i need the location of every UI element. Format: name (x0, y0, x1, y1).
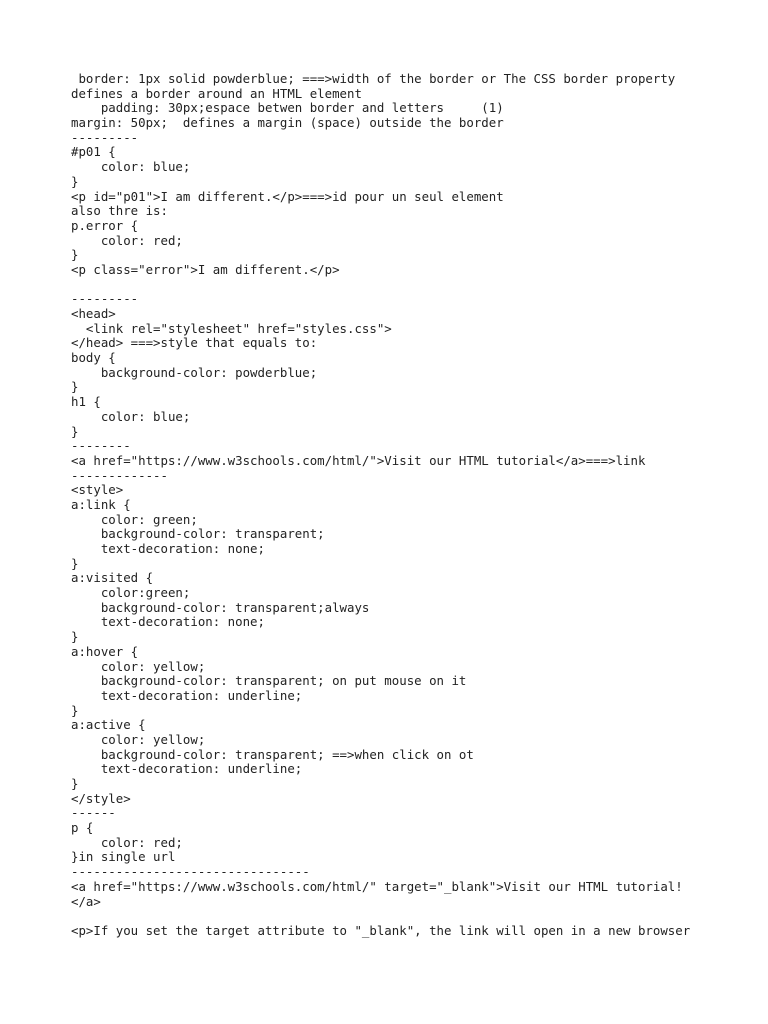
text-line: body { (71, 350, 116, 366)
text-line: --------- (71, 129, 139, 145)
text-line: p { (71, 820, 94, 836)
text-line: ------------- (71, 467, 168, 483)
text-line: </a> (71, 893, 101, 909)
text-line: text-decoration: underline; (71, 761, 303, 777)
document-page (71, 72, 751, 939)
text-line: <head> (71, 306, 116, 321)
text-line: } (71, 629, 79, 645)
text-line: }in single url (71, 849, 176, 865)
text-line: } (71, 379, 79, 395)
text-line: text-decoration: underline; (71, 687, 303, 703)
text-line: text-decoration: none; (71, 614, 265, 630)
text-line: color: blue; (71, 159, 191, 175)
text-line: color: red; (71, 232, 183, 248)
text-line: <p>If you set the target attribute to "_blank", the link will open in a new browser (71, 922, 691, 938)
text-line: <style> (71, 482, 124, 498)
text-line: defines a border around an HTML element (71, 85, 362, 101)
text-line: } (71, 776, 79, 791)
text-line: color: red; (71, 834, 183, 850)
text-line: <p class="error">I am different.</p> (71, 261, 340, 277)
text-line: background-color: transparent; (71, 526, 325, 542)
text-line: padding: 30px;espace betwen border and letters (1) (71, 100, 504, 116)
text-line (71, 909, 751, 924)
text-line: <a href="https://www.w3schools.com/html/">Visit our HTML tutorial</a>===>link (71, 452, 646, 468)
text-line: margin: 50px; defines a margin (space) outside the border (71, 115, 504, 131)
text-line: a:hover { (71, 643, 139, 659)
text-line: } (71, 423, 79, 439)
text-line: color:green; (71, 585, 191, 601)
text-line: } (71, 247, 79, 263)
text-line (71, 278, 751, 293)
text-line: -------- (71, 438, 131, 454)
text-line: </head> ===>style that equals to: (71, 335, 318, 351)
text-lines (71, 72, 751, 939)
text-line: border: 1px solid powderblue; ===>width of the border or The CSS border property (71, 71, 676, 86)
text-line: <p id="p01">I am different.</p>===>id pour un seul element (71, 188, 504, 204)
text-line: --------- (71, 291, 139, 307)
text-line: background-color: transparent; ==>when click on ot (71, 746, 474, 762)
text-line: p.error { (71, 217, 139, 233)
text-line: color: blue; (71, 408, 191, 424)
text-line: also thre is: (71, 203, 168, 219)
text-line: color: yellow; (71, 658, 206, 674)
text-line: </style> (71, 790, 131, 806)
text-line: -------------------------------- (71, 864, 310, 880)
text-line: text-decoration: none; (71, 541, 265, 556)
text-line: } (71, 555, 79, 571)
text-line: a:link { (71, 496, 131, 512)
text-line: h1 { (71, 394, 101, 410)
text-line: background-color: transparent; on put mouse on it (71, 673, 467, 689)
text-line: background-color: powderblue; (71, 364, 318, 380)
text-line: color: green; (71, 511, 198, 527)
text-line: <a href="https://www.w3schools.com/html/" target="_blank">Visit our HTML tutorial! (71, 878, 683, 894)
text-line: ------ (71, 805, 116, 821)
text-line: color: yellow; (71, 731, 206, 747)
text-line: } (71, 702, 79, 718)
text-line: background-color: transparent;always (71, 599, 370, 615)
text-line: a:active { (71, 717, 146, 733)
text-line: <link rel="stylesheet" href="styles.css"> (71, 320, 392, 336)
text-line: } (71, 173, 79, 189)
text-line: a:visited { (71, 570, 154, 586)
text-line: #p01 { (71, 144, 116, 160)
